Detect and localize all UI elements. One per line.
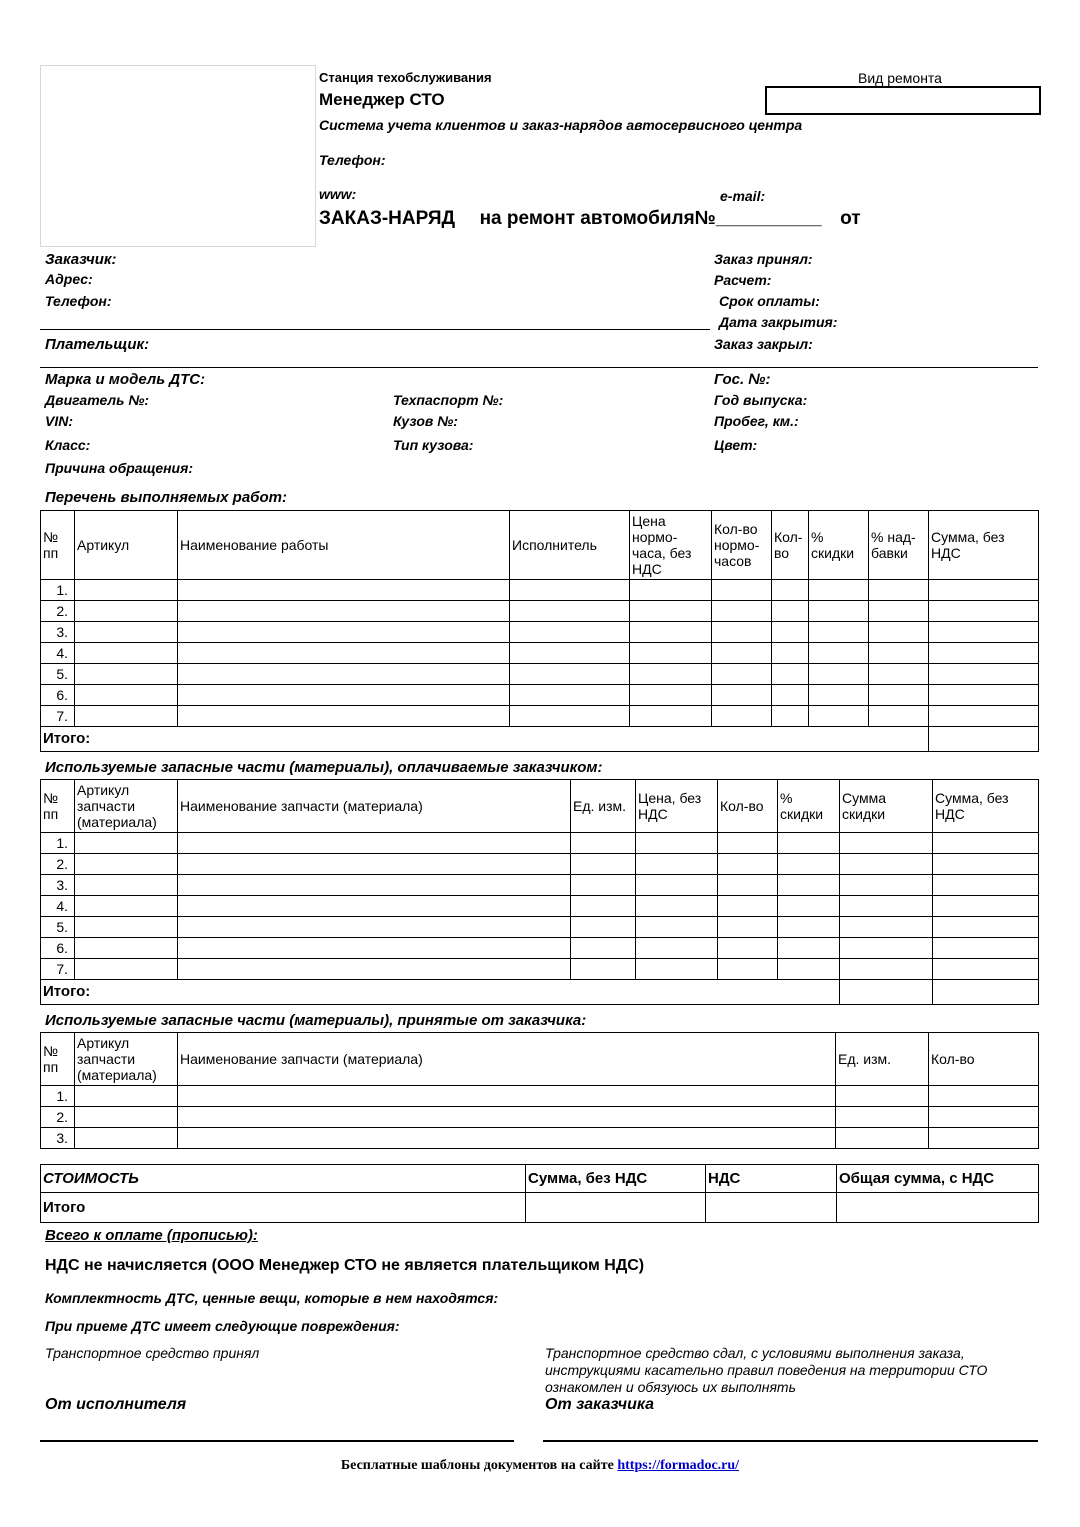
contractor-signature-line <box>40 1440 514 1442</box>
cust-parts-col-article: Артикул запчасти (материала) <box>75 1033 178 1086</box>
cost-vat-value[interactable] <box>706 1193 837 1223</box>
title-main: ЗАКАЗ-НАРЯД <box>319 208 456 229</box>
parts-paid-total-row <box>41 980 1039 1005</box>
vat-note: НДС не начисляется (ООО Менеджер СТО не является плательщиком НДС) <box>45 1257 645 1274</box>
accepted-by-label: Транспортное средство принял <box>45 1345 260 1361</box>
passport-number-label: Техпаспорт №: <box>393 392 504 408</box>
footer-text: Бесплатные шаблоны документов на сайте <box>340 1458 614 1473</box>
parts-paid-table <box>40 779 1039 1005</box>
table-row: 6. <box>41 938 1039 959</box>
table-row: 1. <box>41 1086 1039 1107</box>
year-label: Год выпуска: <box>714 392 808 408</box>
footer-link[interactable]: https://formadoc.ru/ <box>617 1458 740 1473</box>
table-row: 1. <box>41 580 1039 601</box>
completeness-label: Комплектность ДТС, ценные вещи, которые в нем находятся: <box>45 1290 499 1306</box>
parts-col-article: Артикул запчасти (материала) <box>75 780 178 833</box>
works-table <box>40 510 1039 752</box>
close-date-label: Дата закрытия: <box>719 314 838 330</box>
customer-divider <box>40 329 710 330</box>
customer-signature-line <box>543 1440 1038 1442</box>
payment-due-label: Срок оплаты: <box>719 293 820 309</box>
parts-customer-header-row <box>41 1033 1039 1086</box>
total-in-words-label: Всего к оплате (прописью): <box>45 1227 258 1244</box>
table-row: 6. <box>41 685 1039 706</box>
works-col-name: Наименование работы <box>178 511 510 580</box>
company-description: Система учета клиентов и заказ-нарядов автосервисного центра <box>319 117 803 133</box>
cust-parts-col-unit: Ед. изм. <box>836 1033 929 1086</box>
title-from: от <box>840 208 861 229</box>
address-label: Адрес: <box>45 271 93 287</box>
table-row: 2. <box>41 1107 1039 1128</box>
phone-label: Телефон: <box>319 152 386 168</box>
order-closed-label: Заказ закрыл: <box>714 336 813 352</box>
parts-paid-title: Используемые запасные части (материалы), оплачиваемые заказчиком: <box>45 759 603 776</box>
repair-type-field[interactable] <box>765 86 1041 115</box>
parts-col-discount-sum: Сумма скидки <box>840 780 933 833</box>
parts-col-unit: Ед. изм. <box>571 780 636 833</box>
table-row: 7. <box>41 959 1039 980</box>
parts-col-no: № пп <box>41 780 75 833</box>
table-row: 2. <box>41 601 1039 622</box>
order-accepted-label: Заказ принял: <box>714 251 813 267</box>
works-col-no: № пп <box>41 511 75 580</box>
works-total-row <box>41 727 1039 752</box>
parts-col-sum: Сумма, без НДС <box>933 780 1039 833</box>
cust-parts-col-no: № пп <box>41 1033 75 1086</box>
www-label: www: <box>319 186 357 202</box>
cost-table <box>40 1164 1039 1223</box>
cust-parts-col-name: Наименование запчасти (материала) <box>178 1033 836 1086</box>
works-col-executor: Исполнитель <box>510 511 630 580</box>
parts-paid-header-row <box>41 780 1039 833</box>
cost-col-total: Общая сумма, с НДС <box>837 1165 1039 1193</box>
works-col-qty: Кол-во <box>772 511 809 580</box>
parts-customer-title: Используемые запасные части (материалы), принятые от заказчика: <box>45 1012 587 1029</box>
reg-number-label: Гос. №: <box>714 371 771 388</box>
works-col-discount: % скидки <box>809 511 869 580</box>
works-col-markup: % над-бавки <box>869 511 929 580</box>
works-header-row <box>41 511 1039 580</box>
company-name: Менеджер СТО <box>319 90 445 109</box>
works-col-hours: Кол-во нормо-часов <box>712 511 772 580</box>
parts-col-discount: % скидки <box>778 780 840 833</box>
make-model-label: Марка и модель ДТС: <box>45 371 206 388</box>
table-row: 5. <box>41 664 1039 685</box>
body-number-label: Кузов №: <box>393 413 458 429</box>
payer-label: Плательщик: <box>45 336 150 353</box>
vin-label: VIN: <box>45 413 73 429</box>
table-row: 4. <box>41 643 1039 664</box>
parts-col-name: Наименование запчасти (материала) <box>178 780 571 833</box>
mileage-label: Пробег, км.: <box>714 413 799 429</box>
from-contractor-label: От исполнителя <box>45 1396 187 1413</box>
parts-col-price: Цена, без НДС <box>636 780 718 833</box>
works-total-label: Итого: <box>41 727 929 752</box>
table-row: 4. <box>41 896 1039 917</box>
customer-label: Заказчик: <box>45 251 117 268</box>
logo-placeholder <box>40 65 316 247</box>
table-row: 3. <box>41 875 1039 896</box>
cost-header-row <box>41 1165 1039 1193</box>
title-rest: на ремонт автомобиля№__________ <box>479 208 822 229</box>
table-row: 5. <box>41 917 1039 938</box>
footer <box>0 1458 1080 1474</box>
cost-total-label: Итого <box>41 1193 526 1223</box>
reason-label: Причина обращения: <box>45 460 194 476</box>
cost-total-value[interactable] <box>837 1193 1039 1223</box>
parts-paid-total-value[interactable] <box>933 980 1039 1005</box>
engine-number-label: Двигатель №: <box>45 392 150 408</box>
color-label: Цвет: <box>714 437 758 453</box>
cost-total-row <box>41 1193 1039 1223</box>
vehicle-divider <box>40 367 1038 368</box>
table-row: 3. <box>41 1128 1039 1149</box>
works-title: Перечень выполняемых работ: <box>45 489 287 506</box>
customer-phone-label: Телефон: <box>45 293 112 309</box>
cost-col-vat: НДС <box>706 1165 837 1193</box>
damages-label: При приеме ДТС имеет следующие повреждения: <box>45 1318 400 1334</box>
document-title <box>319 208 861 230</box>
body-type-label: Тип кузова: <box>393 437 474 453</box>
email-label: e-mail: <box>720 188 766 204</box>
cust-parts-col-qty: Кол-во <box>929 1033 1039 1086</box>
works-col-hour-price: Цена нормо-часа, без НДС <box>630 511 712 580</box>
parts-customer-table <box>40 1032 1039 1149</box>
works-col-article: Артикул <box>75 511 178 580</box>
table-row: 7. <box>41 706 1039 727</box>
cost-sum-value[interactable] <box>526 1193 706 1223</box>
cost-col-title: СТОИМОСТЬ <box>41 1165 526 1193</box>
cost-col-sum: Сумма, без НДС <box>526 1165 706 1193</box>
parts-paid-total-label: Итого: <box>41 980 840 1005</box>
payment-label: Расчет: <box>714 272 772 288</box>
table-row: 1. <box>41 833 1039 854</box>
works-col-sum: Сумма, без НДС <box>929 511 1039 580</box>
repair-type-label: Вид ремонта <box>858 70 942 86</box>
works-total-value[interactable] <box>929 727 1039 752</box>
parts-col-qty: Кол-во <box>718 780 778 833</box>
handed-over-label: Транспортное средство сдал, с условиями выполнения заказа, инструкциями касательно правил поведения на территории СТО ознакомлен и обязуюсь их выполнять <box>545 1345 988 1395</box>
from-customer-label: От заказчика <box>545 1396 655 1413</box>
parts-paid-discount-total[interactable] <box>840 980 933 1005</box>
station-label: Станция техобслуживания <box>319 70 492 85</box>
class-label: Класс: <box>45 437 91 453</box>
table-row: 2. <box>41 854 1039 875</box>
table-row: 3. <box>41 622 1039 643</box>
